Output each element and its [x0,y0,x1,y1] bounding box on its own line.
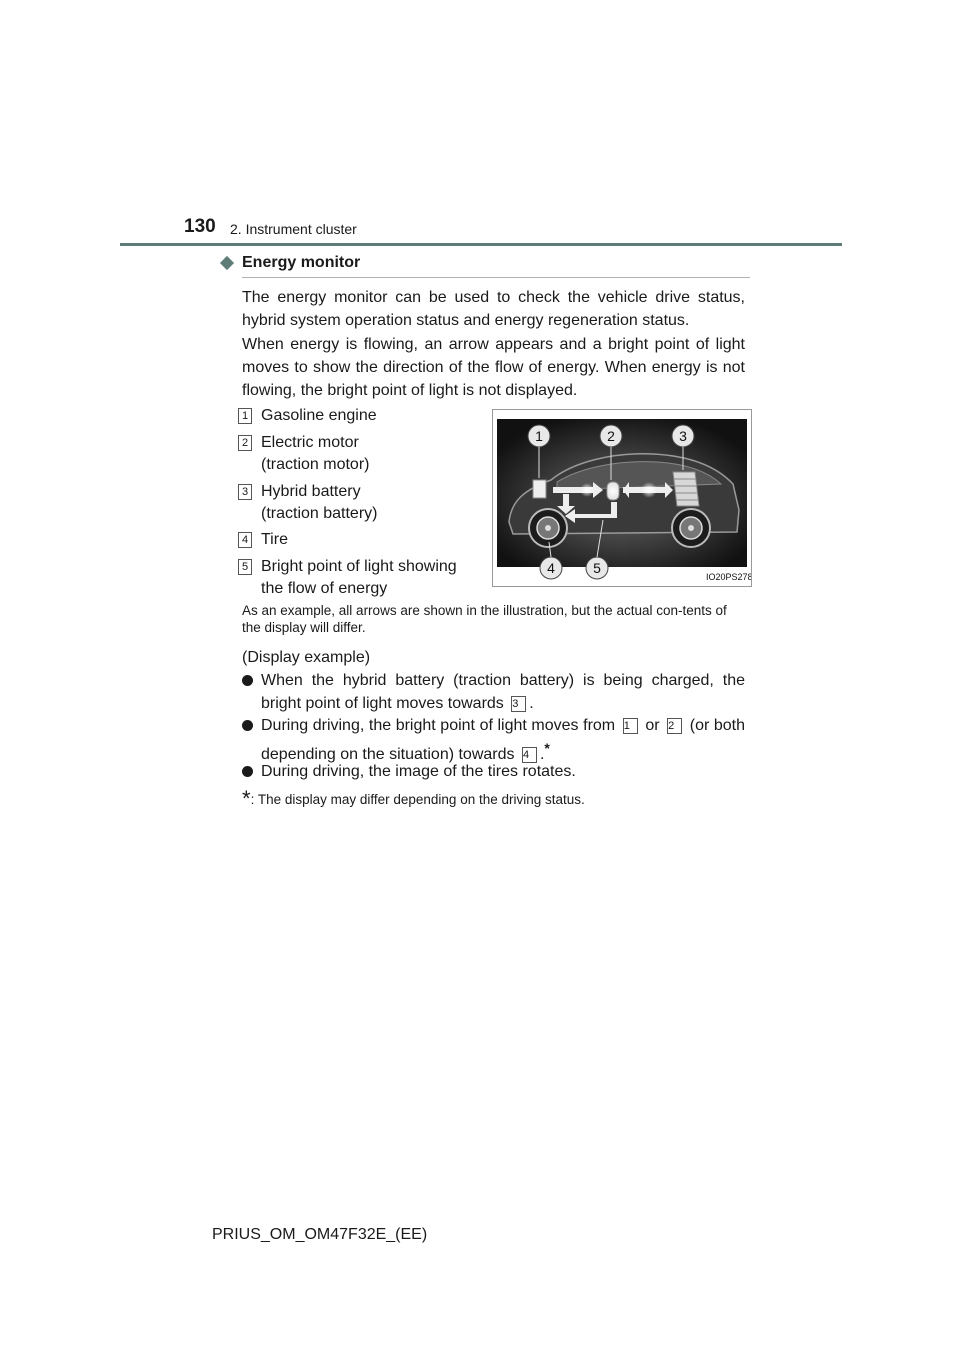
callout-3: 3 [679,428,687,444]
energy-monitor-figure [492,409,752,587]
legend-number: 1 [238,408,252,424]
bullet-text: (or both depending on the situation) towards [261,717,746,763]
bullet-item-2 [240,714,745,766]
legend-label: Hybrid battery [261,483,361,500]
callout-4: 4 [547,560,555,576]
ref-number: 4 [522,747,537,763]
section-rule [242,277,750,278]
legend-item-1 [238,405,468,427]
footnote-text: : The display may differ depending on the driving status. [250,792,585,807]
footnote [242,786,585,812]
engine-icon [533,480,546,498]
front-tire-icon [529,509,567,547]
bullet-text: or [645,717,660,734]
bullet-text: During driving, the image of the tires rotates. [261,763,576,780]
legend-item-5 [238,556,468,600]
bullet-item-3 [240,760,745,783]
legend-item-4 [238,529,468,551]
section-heading [218,254,360,272]
illustration-note: As an example, all arrows are shown in the illustration, but the actual con-tents of the display will differ. [242,603,727,635]
bullet-icon [242,675,253,686]
bullet-punct: . [529,695,534,712]
chapter-title: 2. Instrument cluster [230,221,357,237]
legend-item-3 [238,481,468,525]
legend-label: Tire [261,531,288,548]
legend-number: 4 [238,532,252,548]
footnote-marker: * [242,786,251,811]
footnote-marker: * [544,740,550,756]
legend-label: Gasoline engine [261,407,377,424]
legend-item-2 [238,432,468,476]
header-rule [120,243,842,246]
callout-2: 2 [607,428,615,444]
legend-label: Bright point of light showing [261,558,457,575]
legend-label: Electric motor [261,434,359,451]
ref-number: 3 [511,696,526,712]
document-id: PRIUS_OM_OM47F32E_(EE) [212,1226,428,1243]
ref-number: 1 [623,718,638,734]
page-number: 130 [184,216,216,237]
bullet-text: During driving, the bright point of light moves from [261,717,616,734]
bullet-icon [242,720,253,731]
legend-number: 2 [238,435,252,451]
callout-1: 1 [535,428,543,444]
callout-5: 5 [593,560,601,576]
bullet-icon [242,766,253,777]
section-title: Energy monitor [242,254,361,271]
bright-point-icon [580,483,594,497]
legend-label-sub: the flow of energy [261,580,388,597]
bright-point-icon [606,484,620,498]
bullet-punct: . [539,746,545,763]
display-example-label: (Display example) [242,649,371,666]
legend-number: 3 [238,484,252,500]
legend-label-sub: (traction battery) [261,505,378,522]
intro-paragraph: The energy monitor can be used to check the vehicle drive status, hybrid system operation status and energy regeneration status. [242,289,745,329]
rear-tire-icon [672,509,710,547]
diamond-icon [220,256,234,270]
bullet-text: When the hybrid battery (traction battery) is being charged, the bright point of light moves towards [261,672,745,712]
legend-number: 5 [238,559,252,575]
figure-code: IO20PS278 [706,572,751,582]
ref-number: 2 [667,718,682,734]
bright-point-icon [641,482,657,498]
bullet-item-1 [240,669,745,715]
legend-label-sub: (traction motor) [261,456,370,473]
flow-paragraph: When energy is flowing, an arrow appears and a bright point of light moves to show the direction of the flow of energy. When energy is not flowing, the bright point of light is not displayed. [242,336,745,399]
battery-icon [673,472,699,506]
energy-monitor-illustration [493,410,751,586]
